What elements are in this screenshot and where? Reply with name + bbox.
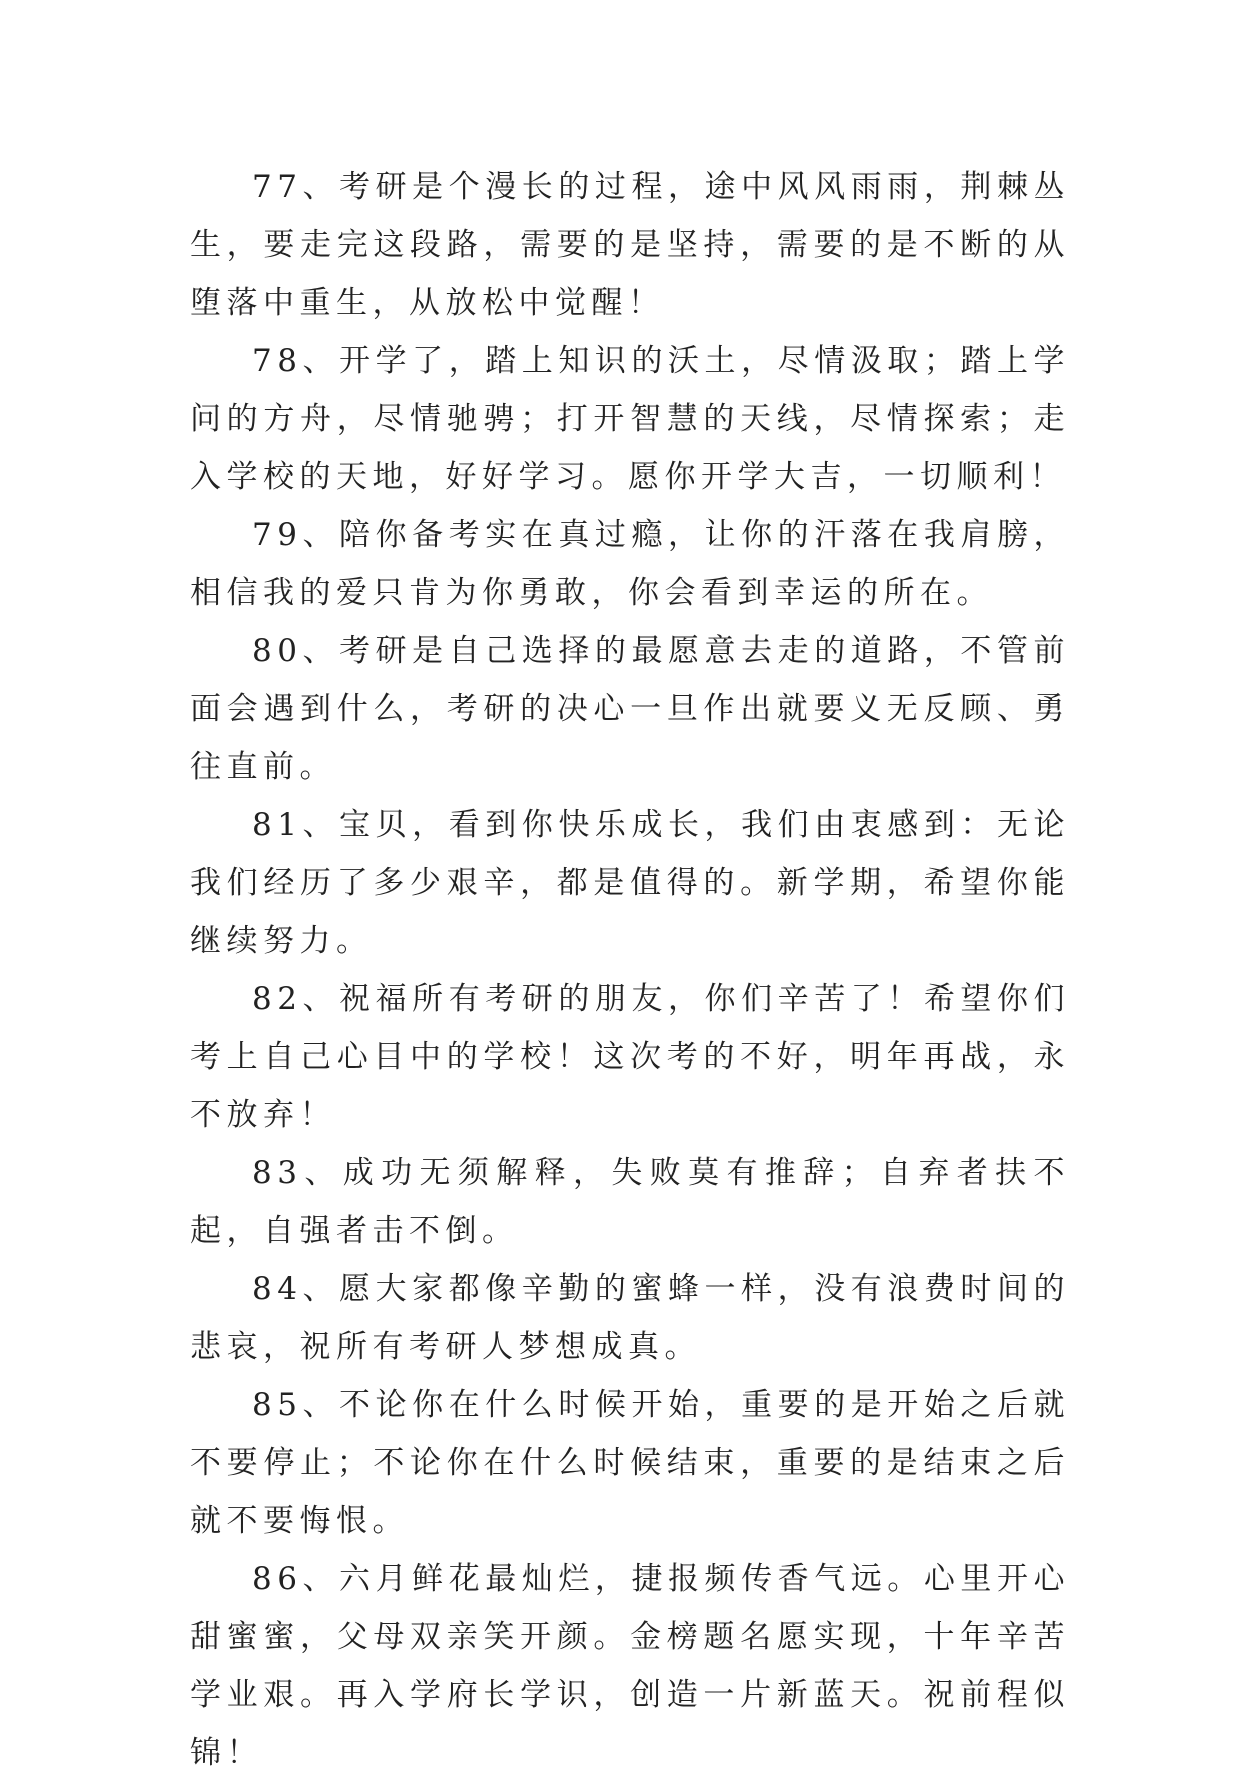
paragraph-86: 86、六月鲜花最灿烂，捷报频传香气远。心里开心甜蜜蜜，父母双亲笑开颜。金榜题名愿实现，十年辛苦学业艰。再入学府长学识，创造一片新蓝天。祝前程似锦！ xyxy=(190,1561,1070,1771)
paragraph-85: 85、不论你在什么时候开始，重要的是开始之后就不要停止；不论你在什么时候结束，重要的是结束之后就不要悔恨。 xyxy=(190,1387,1070,1539)
paragraph-82: 82、祝福所有考研的朋友，你们辛苦了！希望你们考上自己心目中的学校！这次考的不好，明年再战，永不放弃！ xyxy=(190,981,1070,1133)
paragraph-83: 83、成功无须解释，失败莫有推辞；自弃者扶不起，自强者击不倒。 xyxy=(190,1155,1070,1249)
document-body xyxy=(190,158,1070,1782)
paragraph-80: 80、考研是自己选择的最愿意去走的道路，不管前面会遇到什么，考研的决心一旦作出就要义无反顾、勇往直前。 xyxy=(190,633,1070,785)
paragraph-84: 84、愿大家都像辛勤的蜜蜂一样，没有浪费时间的悲哀，祝所有考研人梦想成真。 xyxy=(190,1271,1070,1365)
paragraph-78: 78、开学了，踏上知识的沃土，尽情汲取；踏上学问的方舟，尽情驰骋；打开智慧的天线，尽情探索；走入学校的天地，好好学习。愿你开学大吉，一切顺利！ xyxy=(190,343,1070,495)
paragraph-77: 77、考研是个漫长的过程，途中风风雨雨，荆棘丛生，要走完这段路，需要的是坚持，需要的是不断的从堕落中重生，从放松中觉醒！ xyxy=(190,169,1070,321)
paragraph-79: 79、陪你备考实在真过瘾，让你的汗落在我肩膀，相信我的爱只肯为你勇敢，你会看到幸运的所在。 xyxy=(190,517,1070,611)
paragraph-81: 81、宝贝，看到你快乐成长，我们由衷感到：无论我们经历了多少艰辛，都是值得的。新学期，希望你能继续努力。 xyxy=(190,807,1070,959)
